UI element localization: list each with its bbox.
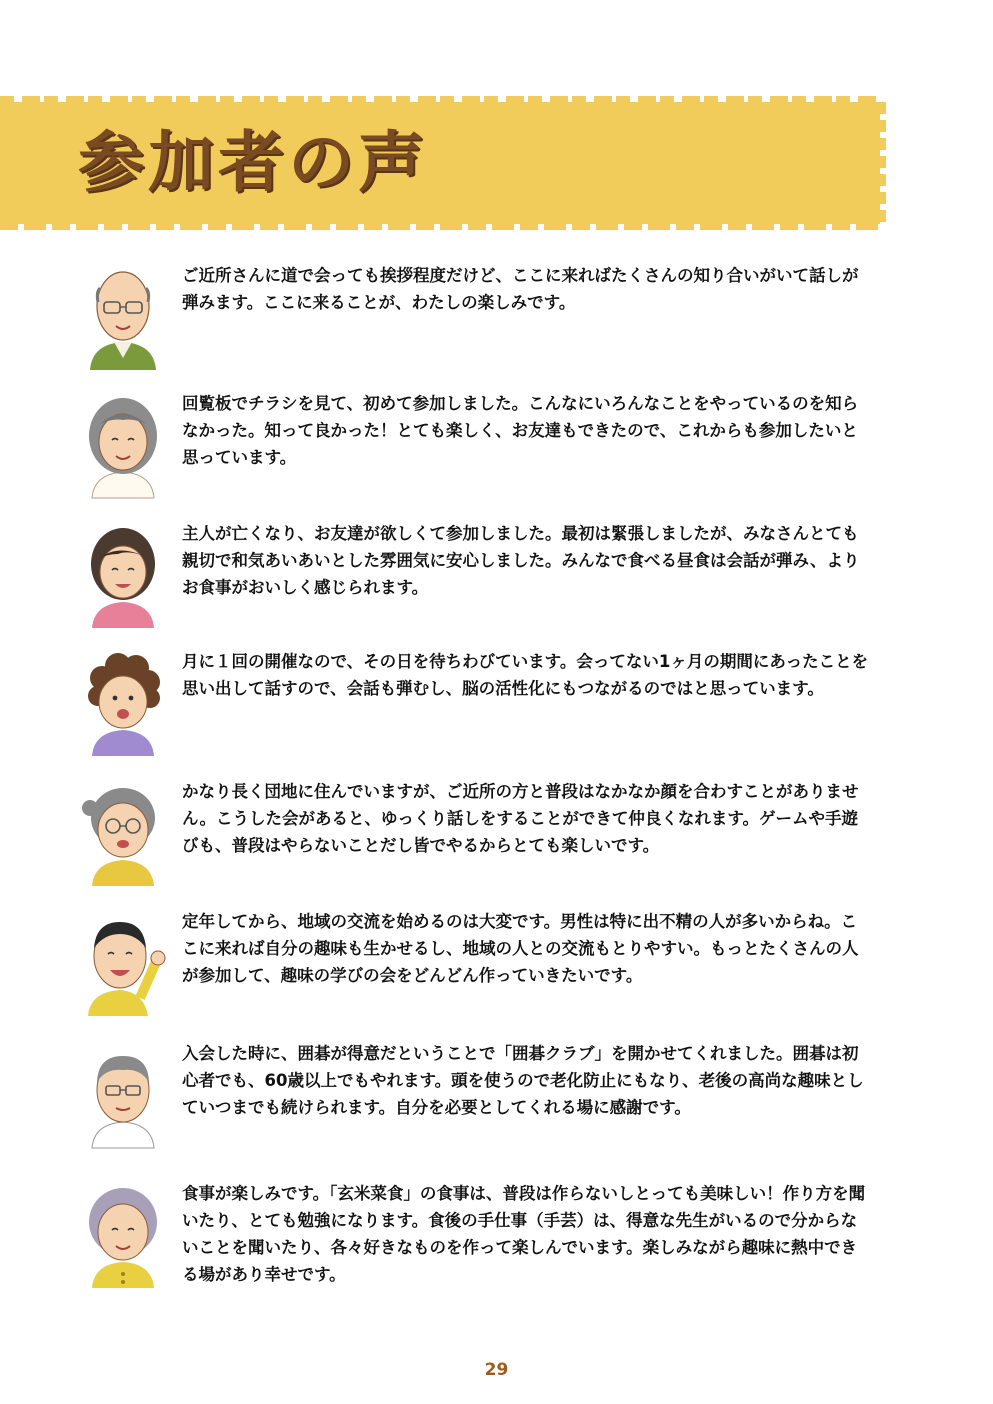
avatar-curly-hair-woman-icon xyxy=(78,648,168,758)
avatar-elderly-woman-bun-icon xyxy=(78,778,168,888)
comment-text: 月に１回の開催なので、その日を待ちわびています。会ってない1ヶ月の期間にあったことを思い出して話すので、会話も弾むし、脳の活性化にもつながるのではと思っています。 xyxy=(182,652,869,698)
comment-text: かなり長く団地に住んでいますが、ご近所の方と普段はなかなか顔を合わすことがありません。こうした会があると、ゆっくり話しをすることができて仲良くなれます。ゲームや手遊びも、普段はやらないことだし皆でやるからとても楽しいです。 xyxy=(182,782,859,855)
comment-text: 主人が亡くなり、お友達が欲しくて参加しました。最初は緊張しましたが、みなさんとても親切で和気あいあいとした雰囲気に安心しました。みんなで食べる昼食は会話が弾み、よりお食事がおいしく感じられます。 xyxy=(182,524,860,597)
page-number: 29 xyxy=(484,1360,509,1380)
comment-text: 定年してから、地域の交流を始めるのは大変です。男性は特に出不精の人が多いからね。ここに来れば自分の趣味も生かせるし、地域の人との交流もとりやすい。もっとたくさんの人が参加して、趣味の学びの会をどんどん作っていきたいです。 xyxy=(182,912,859,985)
avatar-gray-hair-man-glasses-icon xyxy=(78,1040,168,1150)
comment-text: 食事が楽しみです。「玄米菜食」の食事は、普段は作らないしとっても美味しい！作り方を聞いたり、とても勉強になります。食後の手仕事（手芸）は、得意な先生がいるので分からないことを聞いたり、各々好きなものを作って楽しんでいます。楽しみながら趣味に熱中できる場があり幸せです。 xyxy=(182,1184,866,1284)
comment-text: 回覧板でチラシを見て、初めて参加しました。こんなにいろんなことをやっているのを知らなかった。知って良かった！とても楽しく、お友達もできたので、これからも参加したいと思っています。 xyxy=(182,394,859,467)
avatar-gray-hair-woman-icon xyxy=(78,390,168,500)
page-title: 参加者の声 xyxy=(78,124,428,201)
avatar-bald-man-glasses-icon xyxy=(78,262,168,372)
avatar-purple-hair-woman-icon xyxy=(78,1180,168,1290)
banner-brush-edge xyxy=(876,102,886,224)
comment-text: ご近所さんに道で会っても挨拶程度だけど、ここに来ればたくさんの知り合いがいて話しが弾みます。ここに来ることが、わたしの楽しみです。 xyxy=(182,266,859,312)
avatar-dark-hair-woman-icon xyxy=(78,520,168,630)
comment-text: 入会した時に、囲碁が得意だということで「囲碁クラブ」を開かせてくれました。囲碁は初心者でも、60歳以上でもやれます。頭を使うので老化防止にもなり、老後の高尚な趣味としていつまでも続けられます。自分を必要としてくれる場に感謝です。 xyxy=(182,1044,864,1117)
avatar-waving-man-icon xyxy=(78,908,168,1018)
